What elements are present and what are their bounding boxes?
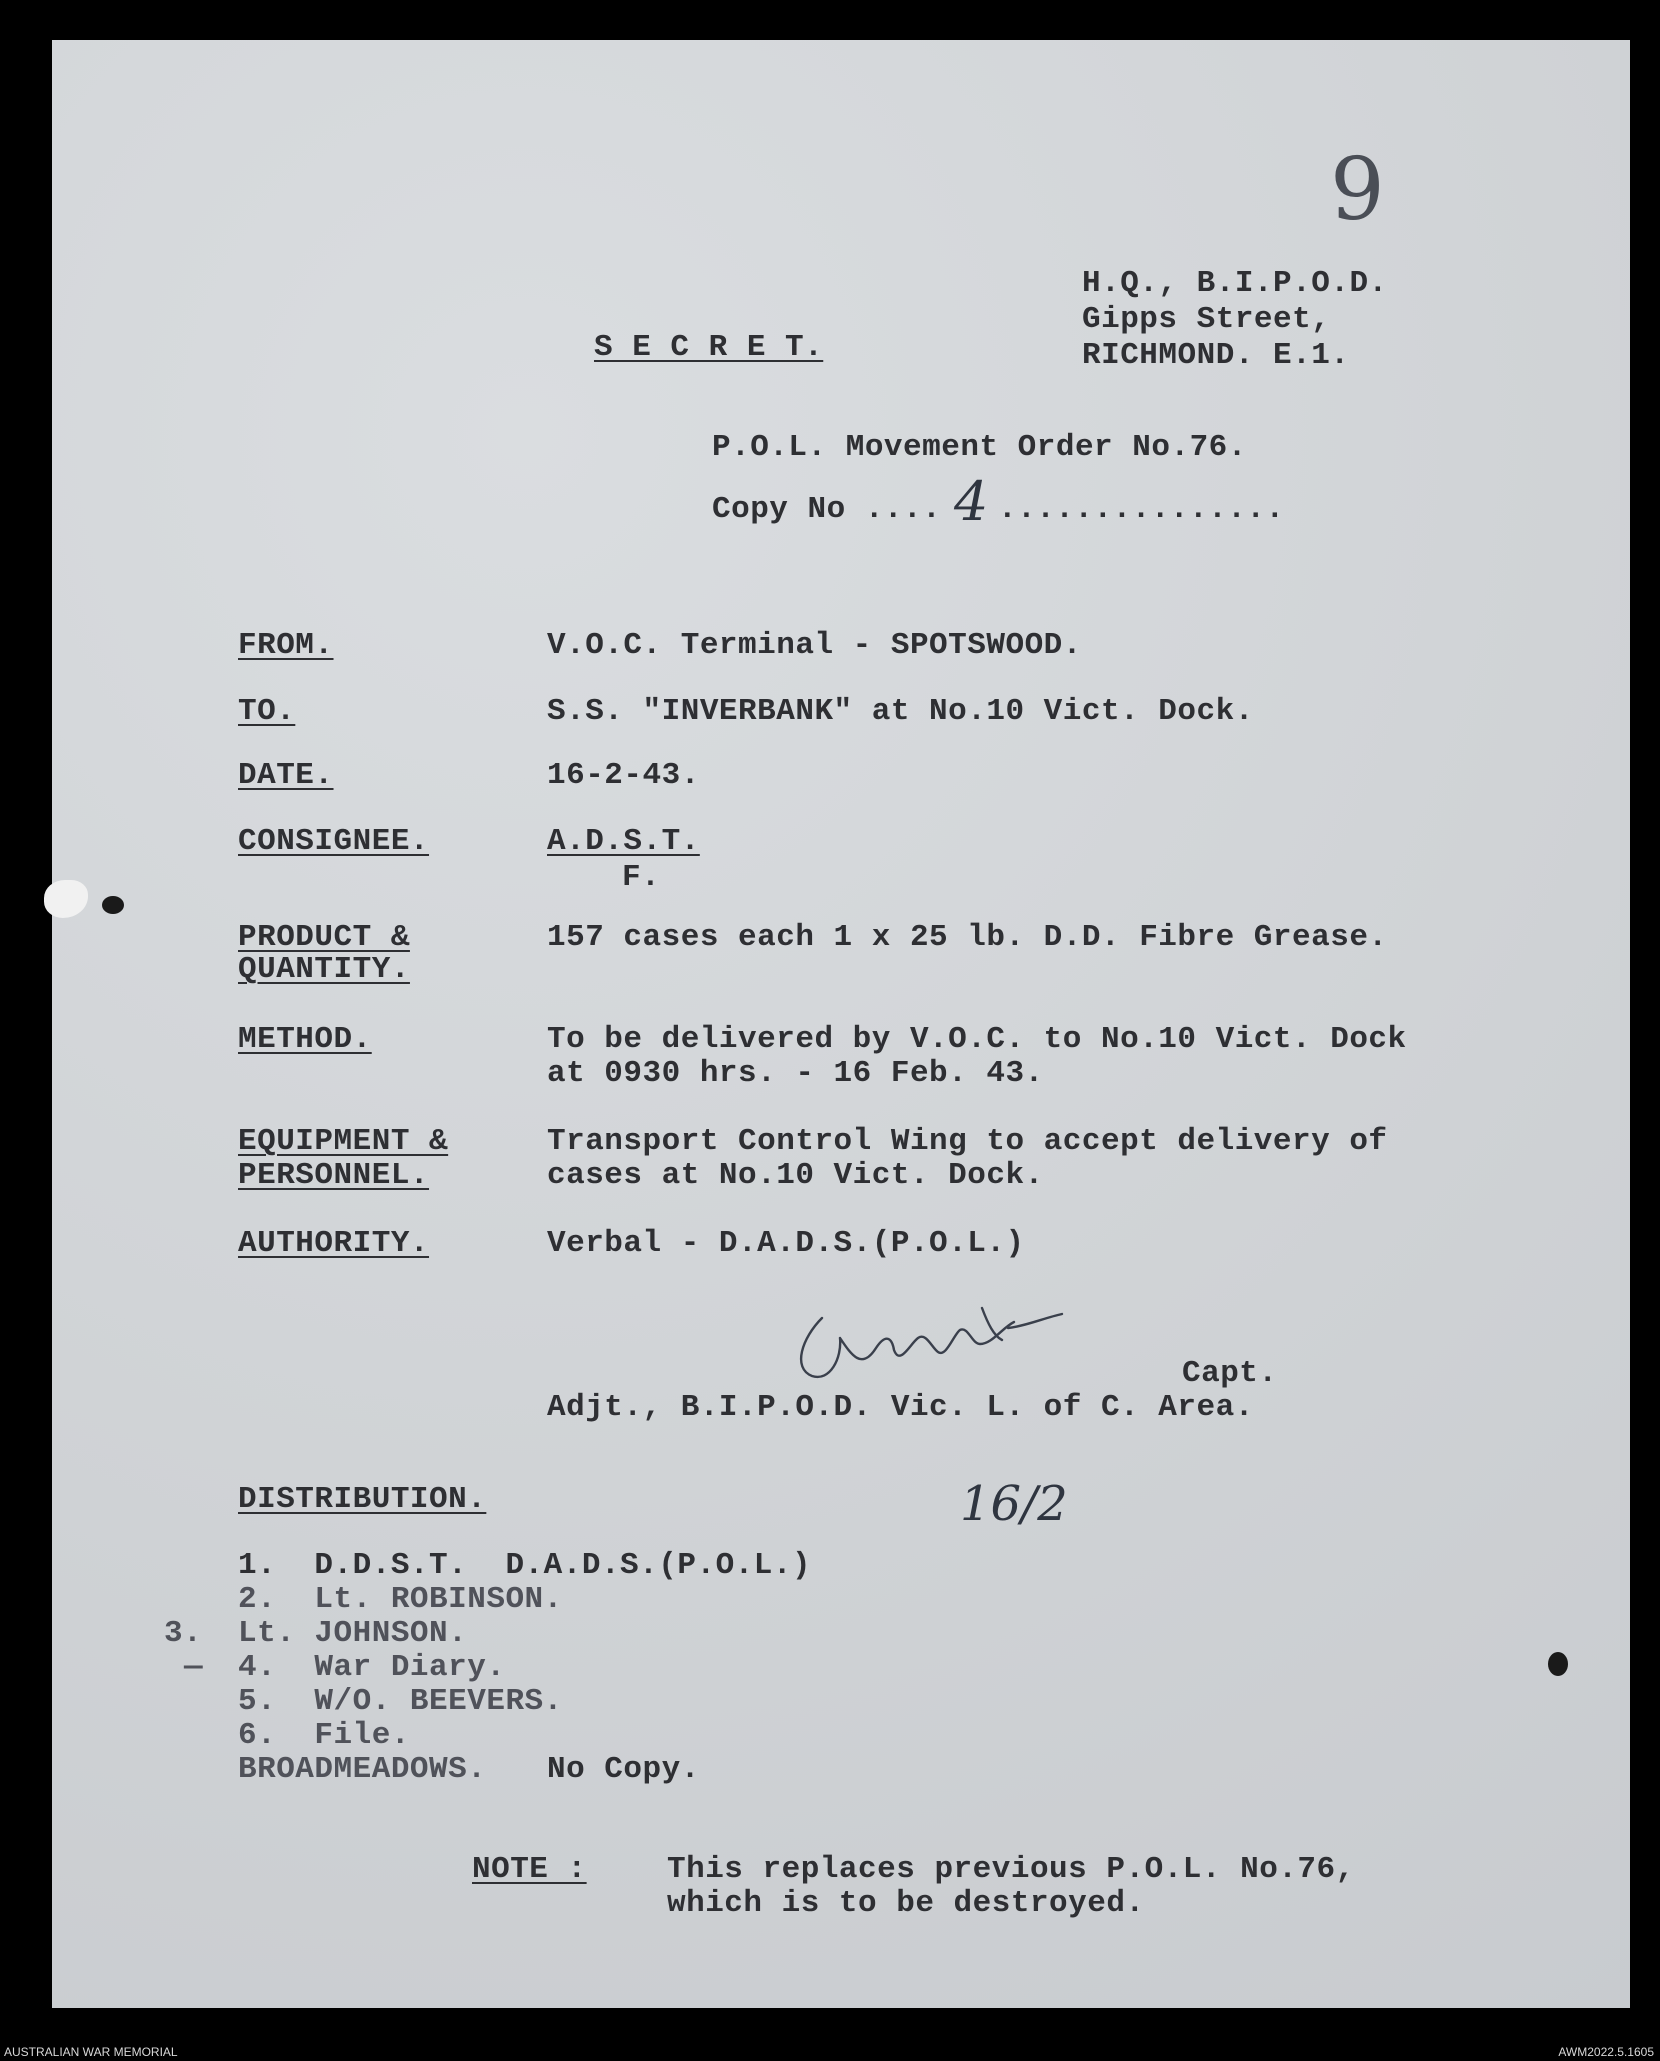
handwritten-signature <box>782 1278 1112 1398</box>
equipment-label-line-2: PERSONNEL. <box>238 1158 430 1193</box>
authority-label: AUTHORITY. <box>238 1226 430 1261</box>
distribution-broadmeadows-value: No Copy. <box>547 1752 700 1787</box>
punch-hole <box>1548 1652 1568 1676</box>
distribution-handwritten-dash: — <box>184 1650 204 1685</box>
punch-hole <box>102 896 124 914</box>
classification-heading: S E C R E T. <box>594 330 824 365</box>
authority-value: Verbal - D.A.D.S.(P.O.L.) <box>547 1226 1025 1261</box>
method-label: METHOD. <box>238 1022 372 1057</box>
copy-number: 4 <box>954 470 989 533</box>
distribution-item-5: 5. W/O. BEEVERS. <box>238 1684 563 1719</box>
note-label: NOTE : <box>472 1852 587 1887</box>
distribution-broadmeadows-label: BROADMEADOWS. <box>238 1752 487 1787</box>
note-line-1: This replaces previous P.O.L. No.76, <box>667 1852 1355 1887</box>
consignee-value-line-1: A.D.S.T. <box>547 824 700 859</box>
footer-right: AWM2022.5.1605 <box>1558 2045 1654 2059</box>
address-line-2: Gipps Street, <box>1082 302 1331 337</box>
page-number: 9 <box>1330 140 1385 240</box>
distribution-item-6: 6. File. <box>238 1718 410 1753</box>
punch-hole <box>44 880 88 918</box>
document-sheet <box>52 40 1630 2008</box>
signature-title: Adjt., B.I.P.O.D. Vic. L. of C. Area. <box>547 1390 1254 1425</box>
equipment-label-line-1: EQUIPMENT & <box>238 1124 449 1159</box>
distribution-handwritten-3: 3. <box>164 1616 203 1651</box>
address-line-3: RICHMOND. E.1. <box>1082 338 1350 373</box>
copy-label: Copy No .... <box>712 492 942 527</box>
product-label-line-1: PRODUCT & <box>238 920 410 955</box>
order-title: P.O.L. Movement Order No.76. <box>712 430 1247 465</box>
footer-left: AUSTRALIAN WAR MEMORIAL <box>4 2045 178 2059</box>
distribution-item-2: 2. Lt. ROBINSON. <box>238 1582 563 1617</box>
distribution-item-3: Lt. JOHNSON. <box>238 1616 468 1651</box>
handwritten-date: 16/2 <box>960 1476 1068 1532</box>
equipment-value-line-1: Transport Control Wing to accept delivery of <box>547 1124 1388 1159</box>
date-value: 16-2-43. <box>547 758 700 793</box>
date-label: DATE. <box>238 758 334 793</box>
to-label: TO. <box>238 694 296 729</box>
distribution-item-4: 4. War Diary. <box>238 1650 506 1685</box>
equipment-value-line-2: cases at No.10 Vict. Dock. <box>547 1158 1044 1193</box>
signature-rank: Capt. <box>1182 1356 1278 1391</box>
method-value-line-1: To be delivered by V.O.C. to No.10 Vict. Dock <box>547 1022 1407 1057</box>
product-value: 157 cases each 1 x 25 lb. D.D. Fibre Grease. <box>547 920 1388 955</box>
note-line-2: which is to be destroyed. <box>667 1886 1145 1921</box>
product-label-line-2: QUANTITY. <box>238 952 410 987</box>
consignee-label: CONSIGNEE. <box>238 824 430 859</box>
from-label: FROM. <box>238 628 334 663</box>
distribution-heading: DISTRIBUTION. <box>238 1482 487 1517</box>
distribution-item-1: 1. D.D.S.T. D.A.D.S.(P.O.L.) <box>238 1548 812 1583</box>
to-value: S.S. "INVERBANK" at No.10 Vict. Dock. <box>547 694 1254 729</box>
copy-dots: ............... <box>998 492 1285 527</box>
address-line-1: H.Q., B.I.P.O.D. <box>1082 266 1388 301</box>
from-value: V.O.C. Terminal - SPOTSWOOD. <box>547 628 1082 663</box>
method-value-line-2: at 0930 hrs. - 16 Feb. 43. <box>547 1056 1044 1091</box>
consignee-value-line-2: F. <box>622 860 661 895</box>
